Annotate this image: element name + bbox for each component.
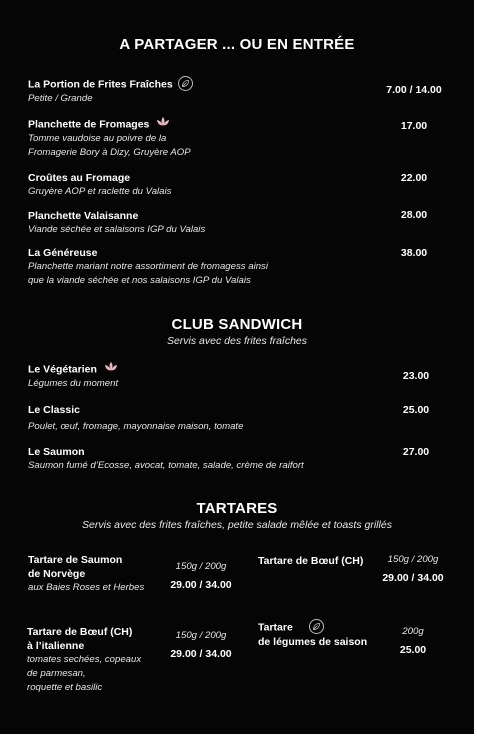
- item-description: Saumon fumé d’Ecosse, avocat, tomate, salade, crème de raifort: [28, 460, 304, 471]
- item-description: Fromagerie Bory à Dizy, Gruyère AOP: [28, 147, 191, 158]
- item-description: Légumes du moment: [28, 378, 119, 389]
- item-price: 29.00 / 34.00: [382, 572, 444, 584]
- item-description: Petite / Grande: [28, 93, 93, 104]
- menu-item-planchette-fromages: [28, 117, 191, 160]
- vegetarian-leaf-icon: [178, 76, 193, 91]
- item-name: La Portion de Frites Fraîches: [28, 78, 173, 91]
- section-title-tartares: TARTARES: [196, 500, 278, 517]
- item-name: Tartare de Saumon: [28, 554, 123, 566]
- item-quantity: 150g / 200g: [175, 630, 227, 641]
- item-price: 25.00: [402, 404, 430, 416]
- item-price: 17.00: [400, 120, 428, 132]
- item-name: de Norvège: [28, 568, 86, 580]
- item-description: Gruyère AOP et raclette du Valais: [28, 186, 172, 197]
- menu-item-frites: [28, 77, 193, 106]
- item-name: Tartare: [258, 621, 293, 634]
- item-description: Tomme vaudoise au poivre de la: [28, 133, 167, 144]
- section-subtitle-tartares: Servis avec des frites fraîches, petite salade mêlée et toasts grillés: [82, 519, 392, 531]
- menu-item-classic: [28, 403, 243, 434]
- item-name: de légumes de saison: [258, 636, 368, 648]
- item-description: Poulet, œuf, fromage, mayonnaise maison, tomate: [28, 421, 244, 432]
- item-name: Croûtes au Fromage: [28, 172, 131, 184]
- vegetarian-leaf-icon: [309, 619, 324, 634]
- item-description: aux Baies Roses et Herbes: [28, 582, 145, 593]
- item-name: Le Classic: [28, 404, 80, 416]
- item-quantity: 200g: [402, 626, 424, 637]
- menu-item-planchette-valaisanne: [28, 209, 205, 237]
- menu-item-tartare-saumon: [28, 553, 144, 595]
- item-name: à l’italienne: [27, 640, 85, 652]
- item-price: 29.00 / 34.00: [170, 579, 232, 591]
- section-title-club: CLUB SANDWICH: [171, 316, 303, 333]
- item-price: 23.00: [402, 370, 430, 382]
- item-name: Tartare de Bœuf (CH): [27, 626, 133, 638]
- item-quantity: 150g / 200g: [387, 554, 439, 565]
- item-description: de parmesan,: [27, 668, 86, 679]
- section-title-share: A PARTAGER ... OU EN ENTRÉE: [119, 36, 355, 53]
- item-price: 22.00: [400, 172, 428, 184]
- lotus-flower-icon: [103, 361, 119, 376]
- menu-item-tartare-boeuf: [258, 554, 363, 568]
- menu-item-saumon: [28, 445, 304, 473]
- menu-item-genereuse: [28, 246, 268, 288]
- item-price: 38.00: [400, 247, 428, 259]
- menu-item-vegetarien: [28, 362, 119, 391]
- item-description: Planchette mariant notre assortiment de fromagess ainsi: [28, 261, 268, 272]
- item-name: Le Végétarien: [28, 363, 97, 376]
- item-name: Planchette de Fromages: [28, 118, 150, 131]
- item-name: La Généreuse: [28, 247, 98, 259]
- item-name: Tartare de Bœuf (CH): [258, 555, 364, 567]
- item-quantity: 150g / 200g: [175, 561, 227, 572]
- item-price: 7.00 / 14.00: [386, 84, 442, 96]
- lotus-flower-icon: [155, 116, 171, 131]
- item-price: 29.00 / 34.00: [170, 648, 232, 660]
- item-description: tomates sechées, copeaux: [27, 654, 142, 665]
- item-description: que la viande séchée et nos salaisons IGP du Valais: [28, 275, 251, 286]
- menu-item-tartare-italienne: [27, 625, 141, 695]
- item-price: 27.00: [402, 446, 430, 458]
- section-subtitle-club: Servis avec des frites fraîches: [166, 335, 308, 347]
- item-price: 25.00: [399, 644, 427, 656]
- item-name: Planchette Valaisanne: [28, 210, 139, 222]
- item-description: roquette et basilic: [27, 682, 103, 693]
- item-price: 28.00: [400, 209, 428, 221]
- item-name: Le Saumon: [28, 446, 85, 458]
- menu-item-croutes: [28, 171, 171, 199]
- item-description: Viande séchée et salaisons IGP du Valais: [28, 224, 206, 235]
- menu-item-tartare-legumes: [258, 620, 367, 649]
